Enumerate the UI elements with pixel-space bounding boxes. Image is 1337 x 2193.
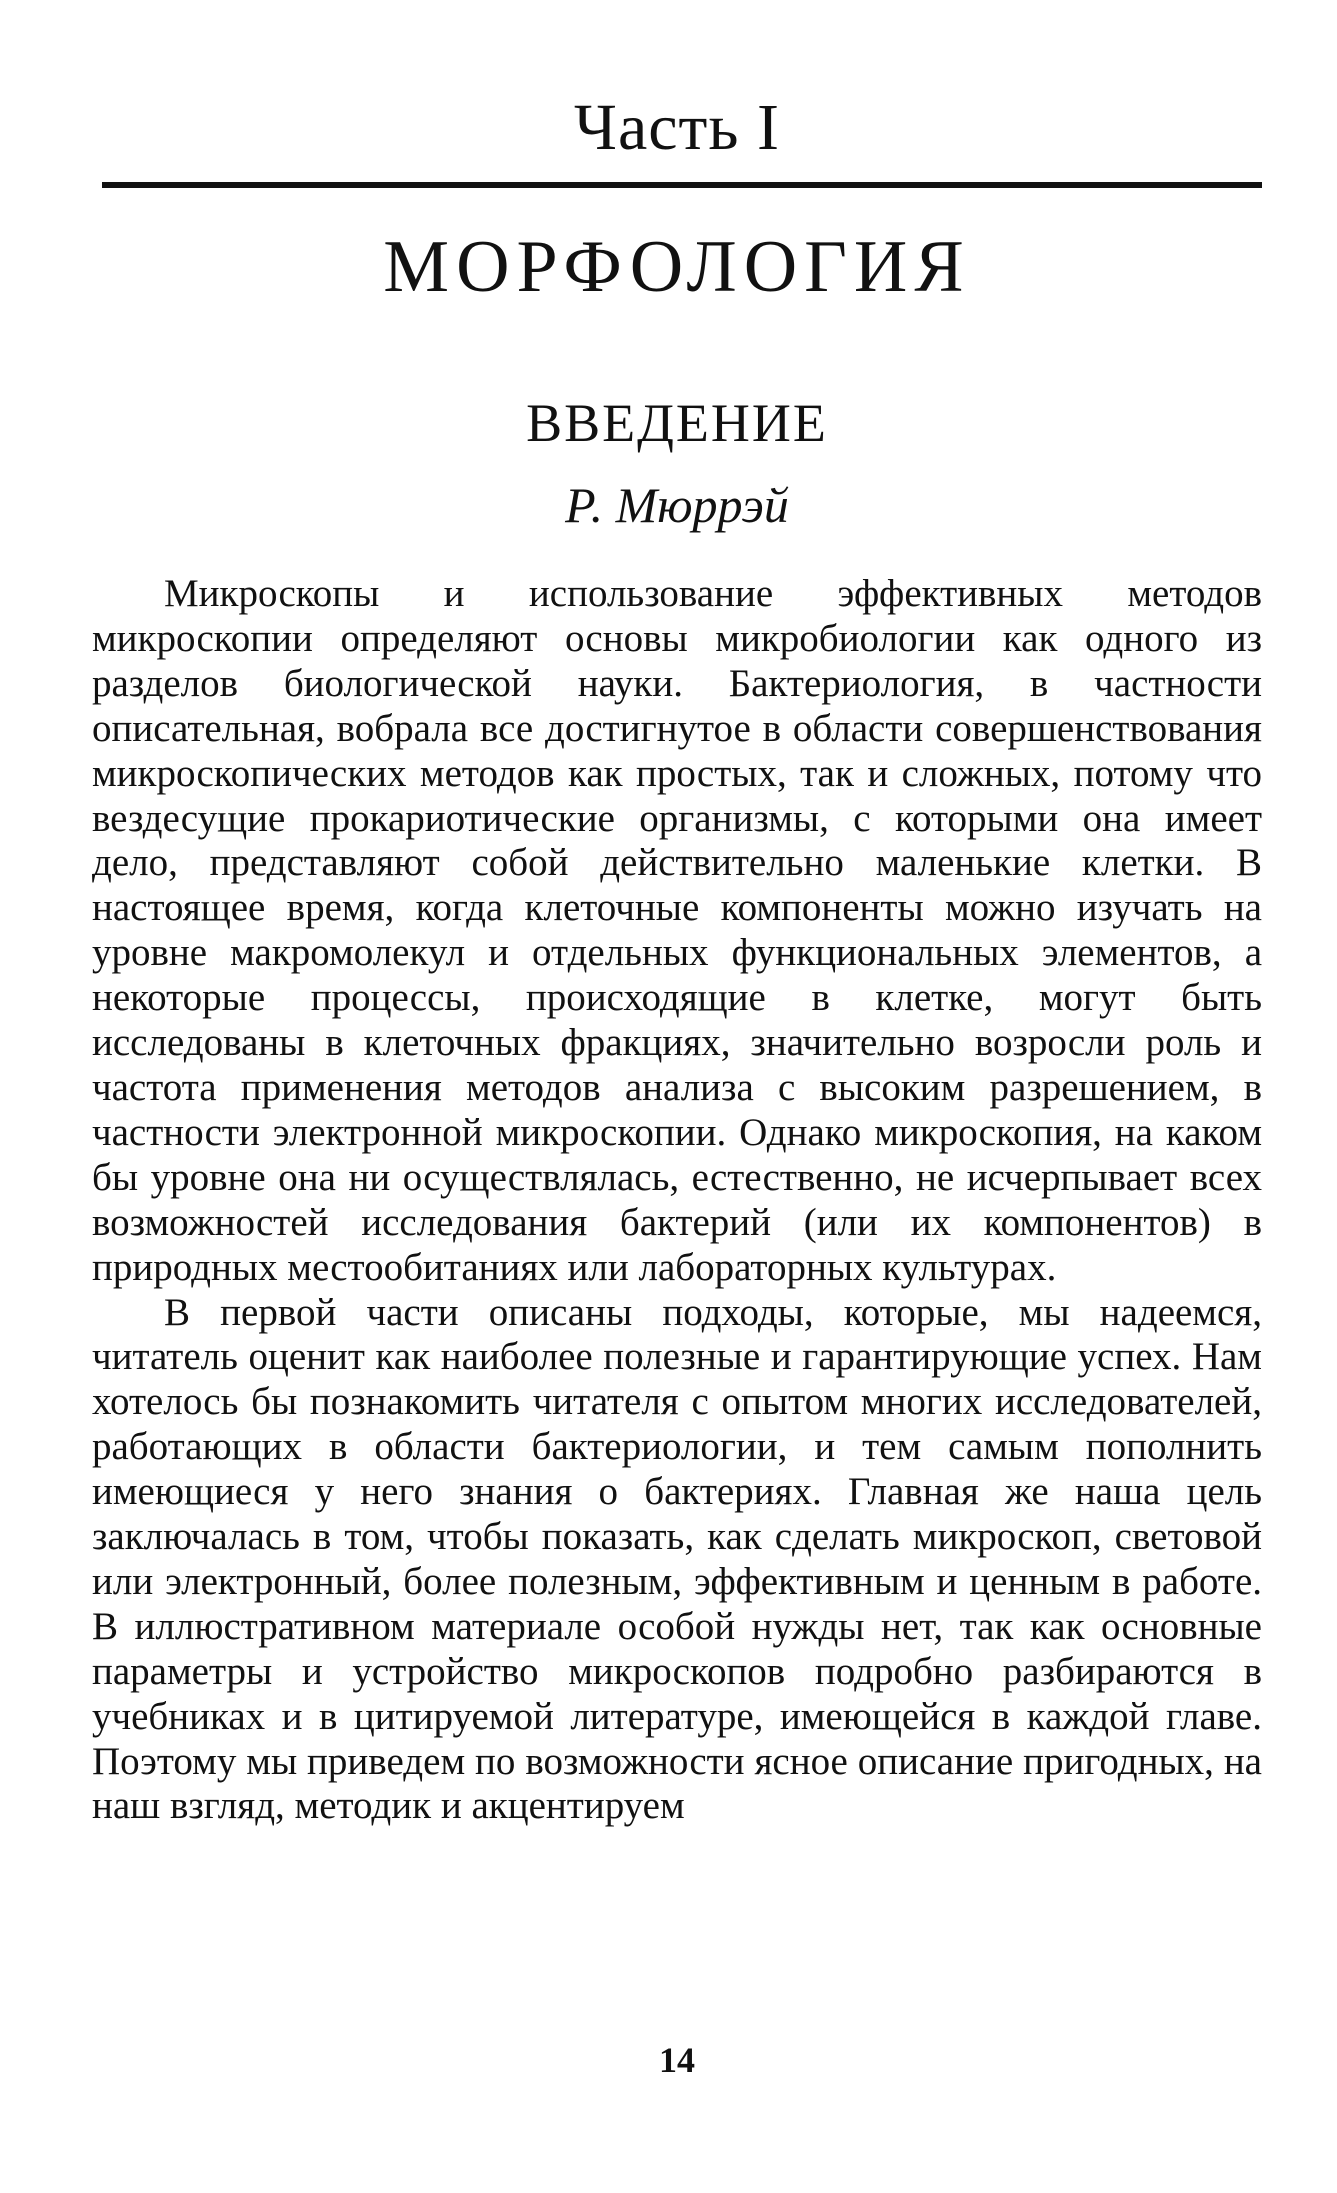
book-page <box>92 0 1262 2193</box>
paragraph-1: Микроскопы и использование эффективных методов микроскопии определяют основы микробиологии как одного из разделов биологической науки. Бактериология, в частности описательная, вобрала все достигнутое в области совершенствования микроскопических методов как простых, так и сложных, потому что вездесущие прокариотические организмы, с которыми она имеет дело, представляют собой действительно маленькие клетки. В настоящее время, когда клеточные компоненты можно изучать на уровне макромолекул и отдельных функциональных элементов, а некоторые процессы, происходящие в клетке, могут быть исследованы в клеточных фракциях, значительно возросли роль и частота применения методов анализа с высоким разрешением, в частности электронной микроскопии. Однако микроскопия, на каком бы уровне она ни осуществлялась, естественно, не исчерпывает всех возможностей исследования бактерий (или их компонентов) в природных местообитаниях или лабораторных культурах. <box>92 572 1262 1289</box>
horizontal-rule <box>102 182 1262 188</box>
section-title: МОРФОЛОГИЯ <box>383 226 971 308</box>
body-text <box>92 572 1262 1829</box>
paragraph-2: В первой части описаны подходы, которые, мы надеемся, читатель оценит как наиболее полезные и гарантирующие успех. Нам хотелось бы познакомить читателя с опытом многих исследователей, работающих в области бактериологии, и тем самым пополнить имеющиеся у него знания о бактериях. Главная же наша цель заключалась в том, чтобы показать, как сделать микроскоп, световой или электронный, более полезным, эффективным и ценным в работе. В иллюстративном материале особой нужды нет, так как основные параметры и устройство микроскопов подробно разбираются в учебниках и в цитируемой литературе, имеющейся в каждой главе. Поэтому мы приведем по возможности ясное описание пригодных, на наш взгляд, методик и акцентируем <box>92 1290 1262 1828</box>
part-title: Часть I <box>574 91 780 164</box>
introduction-heading: ВВЕДЕНИЕ <box>526 393 828 453</box>
author-name: Р. Мюррэй <box>565 477 789 533</box>
page-number: 14 <box>659 2040 695 2080</box>
